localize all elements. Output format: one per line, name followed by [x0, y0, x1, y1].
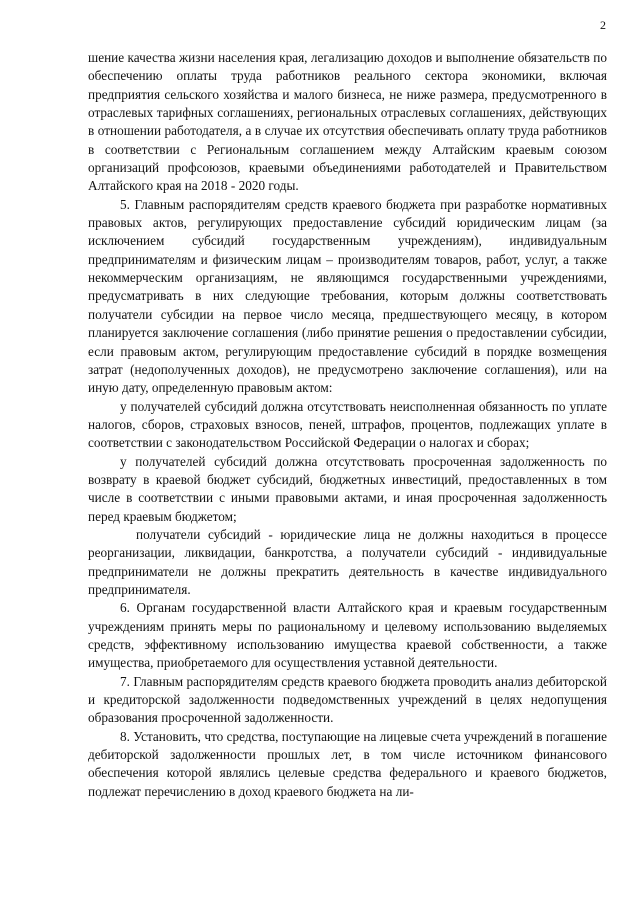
paragraph-requirement-reorganization: получатели субсидий - юридические лица не должны находиться в процессе реорганизации, ликвидации, банкротства, а получатели субсидий - индивидуальные предприниматели не должны прекратить деятельность в качестве индивидуального предпринимателя.	[88, 526, 607, 597]
paragraph-item-7: 7. Главным распорядителям средств краевого бюджета проводить анализ дебиторской и кредиторской задолженности подведомственных учреждений в целях недопущения образования просроченной задолженности.	[88, 673, 607, 726]
document-body	[88, 49, 607, 801]
paragraph-requirement-debt: у получателей субсидий должна отсутствовать просроченная задолженность по возврату в краевой бюджет субсидий, бюджетных инвестиций, предоставленных в том числе в соответствии с иными правовыми актами, и иная просроченная задолженность перед краевым бюджетом;	[88, 453, 607, 524]
paragraph-item-5: 5. Главным распорядителям средств краевого бюджета при разработке нормативных правовых актов, регулирующих предоставление субсидий юридическим лицам (за исключением субсидий государственным учреждениям), индивидуальным предпринимателям и физическим лицам – производителям товаров, работ, услуг, а также некоммерческим организациям, не являющимся государственными учреждениями, предусматривать в них следующие требования, которым должны соответствовать получатели субсидии на первое число месяца, предшествующего месяцу, в котором планируется заключение соглашения (либо принятие решения о предоставлении субсидии, если правовым актом, регулирующим предоставление субсидий в порядке возмещения затрат (недополученных доходов), не предусмотрено заключение соглашения), или на иную дату, определенную правовым актом:	[88, 196, 607, 396]
paragraph-requirement-taxes: у получателей субсидий должна отсутствовать неисполненная обязанность по уплате налогов, сборов, страховых взносов, пеней, штрафов, процентов, подлежащих уплате в соответствии с законодательством Российской Федерации о налогах и сборах;	[88, 398, 607, 451]
page-number: 2	[600, 18, 606, 32]
paragraph-continuation: шение качества жизни населения края, легализацию доходов и выполнение обязательств по обеспечению оплаты труда работников реального сектора экономики, включая предприятия сельского хозяйства и малого бизнеса, не ниже размера, предусмотренного в отраслевых тарифных соглашениях, региональных отраслевых соглашениях, действующих в отношении работодателя, а в случае их отсутствия обеспечивать оплату труда работников в соответствии с Региональным соглашением между Алтайским краевым союзом организаций профсоюзов, краевыми объединениями работодателей и Правительством Алтайского края на 2018 - 2020 годы.	[88, 50, 607, 194]
paragraph-item-8: 8. Установить, что средства, поступающие на лицевые счета учреждений в погашение дебиторской задолженности прошлых лет, в том числе источником финансового обеспечения которой являлись целевые средства федерального и краевого бюджетов, подлежат перечислению в доход краевого бюджета на ли-	[88, 728, 607, 799]
paragraph-item-6: 6. Органам государственной власти Алтайского края и краевым государственным учреждениям принять меры по рациональному и целевому использованию выделяемых средств, эффективному использованию имущества краевой собственности, а также имущества, приобретаемого для осуществления уставной деятельности.	[88, 600, 607, 671]
